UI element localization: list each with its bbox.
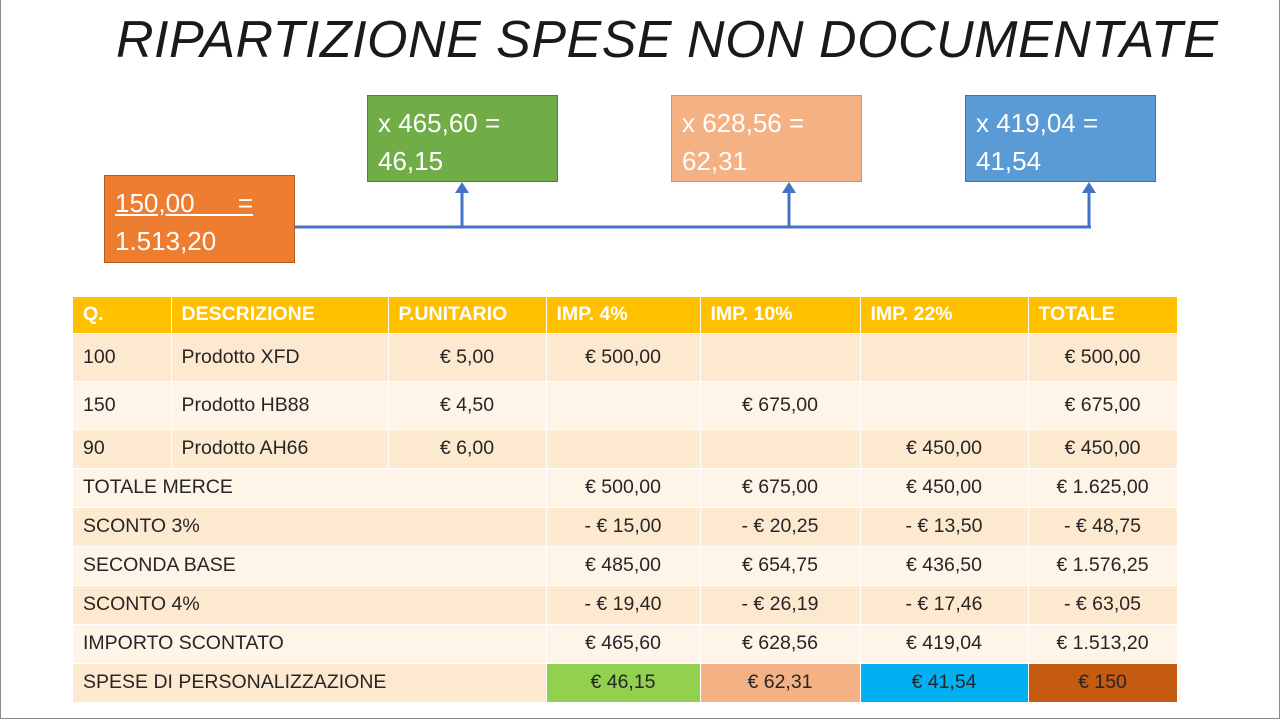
table-header-row [73,297,1177,333]
header-cell: IMP. 10% [700,297,860,333]
product-row [73,333,1177,381]
qty-cell: 150 [73,381,171,429]
summary-row [73,585,1177,624]
summary-row [73,468,1177,507]
header-cell: Q. [73,297,171,333]
source-numerator: 150,00 [115,188,195,218]
spese-imp22-cell: € 41,54 [860,663,1028,702]
header-cell: IMP. 22% [860,297,1028,333]
cost-table [73,297,1178,703]
source-fraction [115,184,284,222]
total-cell: - € 48,75 [1028,507,1177,546]
header-cell: P.UNITARIO [388,297,546,333]
total-cell: € 1.513,20 [1028,624,1177,663]
source-box [104,175,295,263]
header-cell: TOTALE [1028,297,1177,333]
imp10-cell: € 654,75 [700,546,860,585]
unit-price-cell: € 5,00 [388,333,546,381]
imp4-cell: € 500,00 [546,333,700,381]
imp22-cell: € 436,50 [860,546,1028,585]
description-cell: Prodotto AH66 [171,429,388,468]
description-cell: Prodotto HB88 [171,381,388,429]
arrow-head-4 [455,182,469,193]
imp4-cell: - € 15,00 [546,507,700,546]
calc-box-4-line1: x 465,60 = [378,108,501,138]
imp10-cell [700,429,860,468]
summary-label: SCONTO 4% [73,585,546,624]
source-equals: = [237,188,254,218]
total-cell: - € 63,05 [1028,585,1177,624]
calc-box-22-line2: 41,54 [976,146,1042,176]
imp22-cell: € 450,00 [860,429,1028,468]
total-cell: € 675,00 [1028,381,1177,429]
total-cell: € 450,00 [1028,429,1177,468]
source-denominator: 1.513,20 [115,226,217,256]
summary-row [73,507,1177,546]
imp4-cell: € 465,60 [546,624,700,663]
summary-label: IMPORTO SCONTATO [73,624,546,663]
calc-box-4 [367,95,558,182]
calc-box-10-line1: x 628,56 = [682,108,805,138]
imp22-cell [860,333,1028,381]
imp4-cell [546,429,700,468]
summary-label: TOTALE MERCE [73,468,546,507]
product-row [73,429,1177,468]
imp4-cell: € 485,00 [546,546,700,585]
product-row [73,381,1177,429]
imp22-cell: - € 17,46 [860,585,1028,624]
imp4-cell: € 500,00 [546,468,700,507]
calc-box-4-line2: 46,15 [378,146,444,176]
calc-box-10-line2: 62,31 [682,146,748,176]
summary-row [73,546,1177,585]
imp4-cell [546,381,700,429]
unit-price-cell: € 6,00 [388,429,546,468]
arrow-head-22 [1082,182,1096,193]
imp10-cell: - € 26,19 [700,585,860,624]
qty-cell: 100 [73,333,171,381]
slide-title: RIPARTIZIONE SPESE NON DOCUMENTATE [116,11,1219,69]
summary-label: SECONDA BASE [73,546,546,585]
spese-label: SPESE DI PERSONALIZZAZIONE [73,663,546,702]
header-cell: DESCRIZIONE [171,297,388,333]
arrow-head-10 [782,182,796,193]
summary-label: SCONTO 3% [73,507,546,546]
qty-cell: 90 [73,429,171,468]
imp10-cell: - € 20,25 [700,507,860,546]
description-cell: Prodotto XFD [171,333,388,381]
imp10-cell [700,333,860,381]
imp10-cell: € 675,00 [700,468,860,507]
header-cell: IMP. 4% [546,297,700,333]
calc-box-10 [671,95,862,182]
imp10-cell: € 675,00 [700,381,860,429]
imp22-cell: € 419,04 [860,624,1028,663]
unit-price-cell: € 4,50 [388,381,546,429]
calc-box-22 [965,95,1156,182]
spese-imp4-cell: € 46,15 [546,663,700,702]
total-cell: € 500,00 [1028,333,1177,381]
spese-imp10-cell: € 62,31 [700,663,860,702]
summary-row [73,624,1177,663]
calc-box-22-line1: x 419,04 = [976,108,1099,138]
total-cell: € 1.625,00 [1028,468,1177,507]
imp22-cell: - € 13,50 [860,507,1028,546]
imp4-cell: - € 19,40 [546,585,700,624]
spese-total-cell: € 150 [1028,663,1177,702]
imp10-cell: € 628,56 [700,624,860,663]
spese-row [73,663,1177,702]
total-cell: € 1.576,25 [1028,546,1177,585]
imp22-cell: € 450,00 [860,468,1028,507]
imp22-cell [860,381,1028,429]
